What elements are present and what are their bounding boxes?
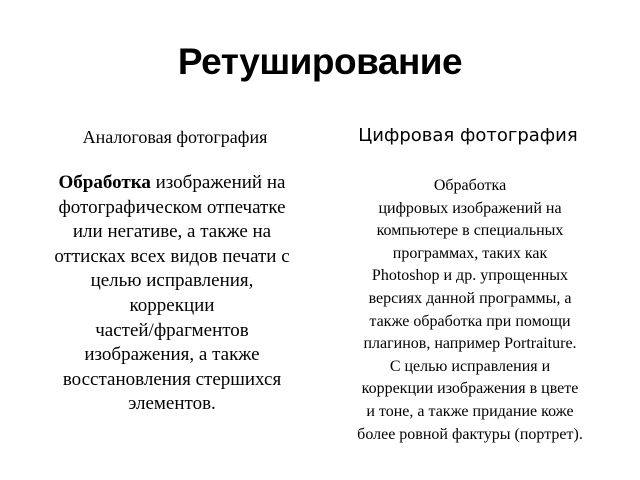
digital-photo-heading: Цифровая фотография (358, 125, 578, 146)
description-bold-term: Обработка (58, 172, 151, 193)
description-line: фотографическом отпечатке (58, 196, 286, 218)
description-line: программах, таких как (392, 244, 548, 262)
description-line: более ровной фактуры (портрет). (357, 425, 583, 443)
description-line: или негативе, а также на (72, 221, 272, 243)
description-line: частей/фрагментов (95, 319, 249, 341)
description-line: С целью исправления и (389, 357, 551, 375)
slide-title: Ретуширование (177, 41, 463, 82)
description-line: элементов. (128, 393, 216, 415)
analog-photo-description (22, 171, 322, 417)
description-line: Обработка (433, 177, 507, 194)
description-line: изображения, а также (84, 344, 260, 366)
description-line (22, 171, 322, 196)
description-line: Photoshop и др. упрощенных (371, 267, 569, 285)
description-line: версиях данной программы, а (368, 289, 572, 307)
description-line: восстановления стершихся (62, 368, 282, 390)
analog-photo-heading: Аналоговая фотография (82, 127, 268, 147)
description-line: оттисках всех видов печати с (54, 245, 290, 267)
description-line: целью исправления, (90, 270, 254, 292)
description-line: и тоне, а также придание коже (366, 402, 574, 420)
description-line: коррекции (129, 294, 215, 316)
description-line: коррекции изображения в цвете (361, 380, 579, 398)
description-line: цифровых изображений на (378, 199, 562, 217)
digital-photo-description (325, 175, 615, 446)
description-line: также обработка при помощи (369, 312, 571, 330)
description-line: плагинов, например Portraiture. (363, 335, 577, 353)
description-text: изображений на (150, 172, 286, 193)
description-line: компьютере в специальных (376, 222, 564, 240)
